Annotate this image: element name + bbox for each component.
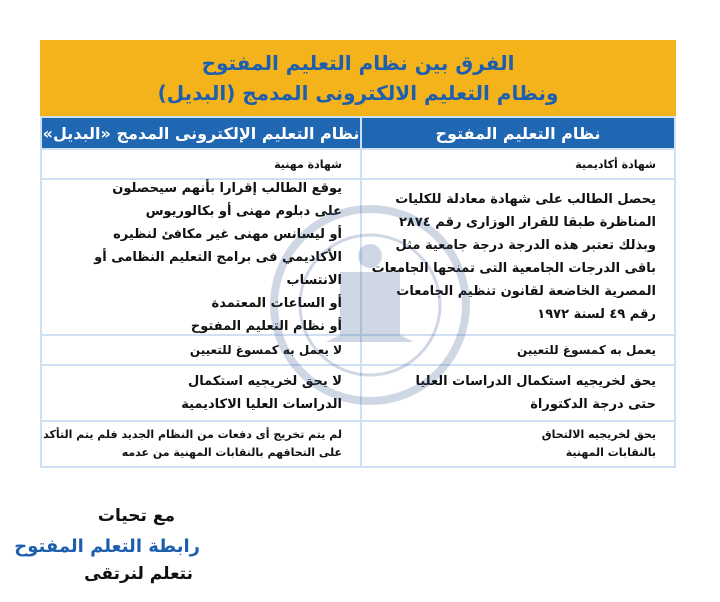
row-5-blended-text: لم يتم تخريج أى دفعات من النظام الجديد فلم يتم التأكد على التحاقهم بالنقابات المهنية من عدمه <box>43 428 342 459</box>
row-4-open <box>362 366 674 420</box>
title-banner <box>40 40 676 116</box>
row-2-blended-text: يوقع الطالب إقرارا بأنهم سيحصلون على دبلوم مهنى أو بكالوريوس أو ليسانس مهنى غير مكافئ لنظيره الأكاديمي فى برامج التعليم النظامى أو الانتساب أو الساعات المعتمدة أو نظام التعليم المفتوح <box>94 180 342 334</box>
row-3-open <box>362 336 674 364</box>
title-line-2: ونظام التعليم الالكترونى المدمج (البديل) <box>157 81 559 105</box>
row-5-blended <box>42 422 360 466</box>
footer-greeting: مع تحيات <box>97 506 175 526</box>
row-1-open <box>362 150 674 178</box>
row-5-open <box>362 422 674 466</box>
row-3-blended-text: لا يعمل به كمسوغ للتعيين <box>189 343 342 357</box>
column-header-open: نظام التعليم المفتوح <box>362 118 674 148</box>
footer-slogan: نتعلم لنرتقى <box>84 564 193 584</box>
title-line-1: الفرق بين نظام التعليم المفتوح <box>201 51 515 75</box>
row-2-open-text: يحصل الطالب على شهادة معادلة للكليات المناظرة طبقا للقرار الوزارى رقم ٢٨٧٤ وبذلك تعتبر هذه الدرجة درجة جامعية مثل باقى الدرجات الجامعية التى تمنحها الجامعات المصرية الخاضعة لقانون تنظيم الجامعات رقم ٤٩ لسنة ١٩٧٢ <box>371 192 656 322</box>
row-3-blended <box>42 336 360 364</box>
row-4-blended-text: لا يحق لخريجيه استكمال الدراسات العليا الاكاديمية <box>181 374 342 412</box>
row-3-open-text: يعمل به كمسوغ للتعيين <box>517 343 656 357</box>
row-5-open-text: يحق لخريجيه الالتحاق بالنقابات المهنية <box>541 428 656 459</box>
row-2-open <box>362 180 674 334</box>
row-2-blended <box>42 180 360 334</box>
footer-association-name: رابطة التعلم المفتوح <box>14 536 200 557</box>
column-header-blended: نظام التعليم الإلكترونى المدمج «البديل» <box>42 118 360 148</box>
row-4-blended <box>42 366 360 420</box>
row-1-blended <box>42 150 360 178</box>
row-1-open-text: شهادة أكاديمية <box>575 157 656 171</box>
row-4-open-text: يحق لخريجيه استكمال الدراسات العليا حتى درجة الدكتوراة <box>415 374 656 412</box>
row-1-blended-text: شهادة مهنية <box>274 157 342 171</box>
